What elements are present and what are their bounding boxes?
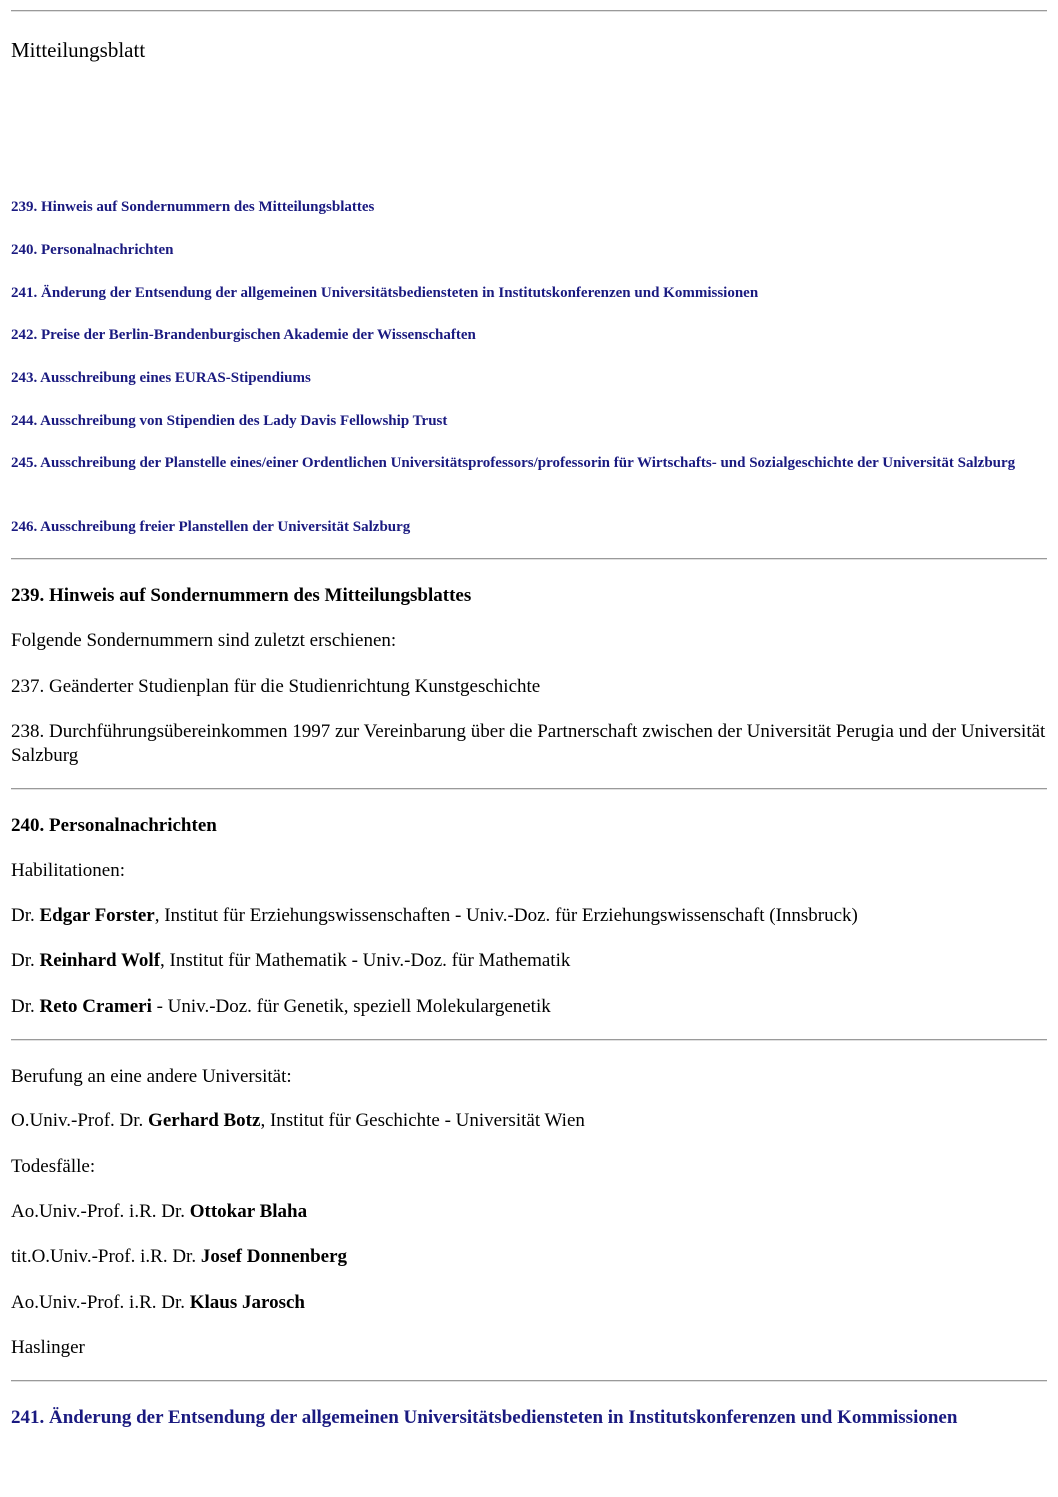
section-divider xyxy=(11,558,1047,560)
person-name: Reinhard Wolf xyxy=(39,950,161,971)
todesfall-entry xyxy=(11,1291,305,1315)
toc-link-241[interactable]: 241. Änderung der Entsendung der allgemeinen Universitätsbediensteten in Institutskonferenzen und Kommissionen xyxy=(11,285,759,301)
toc-link-242[interactable]: 242. Preise der Berlin-Brandenburgischen Akademie der Wissenschaften xyxy=(11,327,476,343)
section-240-heading: 240. Personalnachrichten xyxy=(11,815,217,836)
signature: Haslinger xyxy=(11,1337,85,1358)
todesfall-entry xyxy=(11,1200,307,1224)
title-prefix: O.Univ.-Prof. Dr. xyxy=(11,1110,149,1131)
habilitation-entry xyxy=(11,904,858,928)
person-name: Josef Donnenberg xyxy=(200,1246,348,1267)
toc-link-246[interactable]: 246. Ausschreibung freier Planstellen der Universität Salzburg xyxy=(11,519,411,535)
section-239-item: 238. Durchführungsübereinkommen 1997 zur Vereinbarung über die Partnerschaft zwischen der Universität Perugia und der Universität Salzburg xyxy=(11,721,1046,766)
todesfall-entry xyxy=(11,1245,347,1269)
person-name: Ottokar Blaha xyxy=(189,1201,308,1222)
top-divider xyxy=(11,10,1047,12)
section-239-item: 237. Geänderter Studienplan für die Studienrichtung Kunstgeschichte xyxy=(11,676,541,697)
entry-detail: , Institut für Erziehungswissenschaften - Univ.-Doz. für Erziehungswissenschaft (Innsbruck) xyxy=(154,905,858,926)
section-divider xyxy=(11,788,1047,790)
title-prefix: tit.O.Univ.-Prof. i.R. Dr. xyxy=(11,1246,201,1267)
entry-detail: - Univ.-Doz. für Genetik, speziell Molekulargenetik xyxy=(151,996,551,1017)
title-prefix: Dr. xyxy=(11,905,40,926)
title-prefix: Ao.Univ.-Prof. i.R. Dr. xyxy=(11,1201,190,1222)
toc-link-240[interactable]: 240. Personalnachrichten xyxy=(11,242,174,258)
toc-link-239[interactable]: 239. Hinweis auf Sondernummern des Mitteilungsblattes xyxy=(11,199,375,215)
habilitation-entry xyxy=(11,995,551,1019)
person-name: Edgar Forster xyxy=(39,905,155,926)
section-239-heading: 239. Hinweis auf Sondernummern des Mitteilungsblattes xyxy=(11,585,472,606)
habilitation-entry xyxy=(11,949,570,973)
title-prefix: Dr. xyxy=(11,996,40,1017)
section-239-intro: Folgende Sondernummern sind zuletzt erschienen: xyxy=(11,630,397,651)
toc-link-243[interactable]: 243. Ausschreibung eines EURAS-Stipendiums xyxy=(11,370,311,386)
page-title: Mitteilungsblatt xyxy=(11,38,146,62)
berufung-label: Berufung an eine andere Universität: xyxy=(11,1066,292,1087)
habilitation-label: Habilitationen: xyxy=(11,860,125,881)
entry-detail: , Institut für Mathematik - Univ.-Doz. für Mathematik xyxy=(160,950,571,971)
section-divider xyxy=(11,1380,1047,1382)
section-divider xyxy=(11,1039,1047,1041)
todesfaelle-label: Todesfälle: xyxy=(11,1156,96,1177)
title-prefix: Ao.Univ.-Prof. i.R. Dr. xyxy=(11,1292,190,1313)
person-name: Gerhard Botz xyxy=(148,1110,261,1131)
person-name: Reto Crameri xyxy=(39,996,152,1017)
toc-link-245[interactable]: 245. Ausschreibung der Planstelle eines/einer Ordentlichen Universitätsprofessors/professorin für Wirtschafts- und Sozialgeschichte der Universität Salzburg xyxy=(11,455,1016,471)
person-name: Klaus Jarosch xyxy=(189,1292,306,1313)
section-241-heading[interactable]: 241. Änderung der Entsendung der allgemeinen Universitätsbediensteten in Institutskonferenzen und Kommissionen xyxy=(11,1407,958,1428)
berufung-entry xyxy=(11,1109,585,1133)
entry-detail: , Institut für Geschichte - Universität Wien xyxy=(260,1110,585,1131)
toc-link-244[interactable]: 244. Ausschreibung von Stipendien des Lady Davis Fellowship Trust xyxy=(11,413,448,429)
title-prefix: Dr. xyxy=(11,950,40,971)
